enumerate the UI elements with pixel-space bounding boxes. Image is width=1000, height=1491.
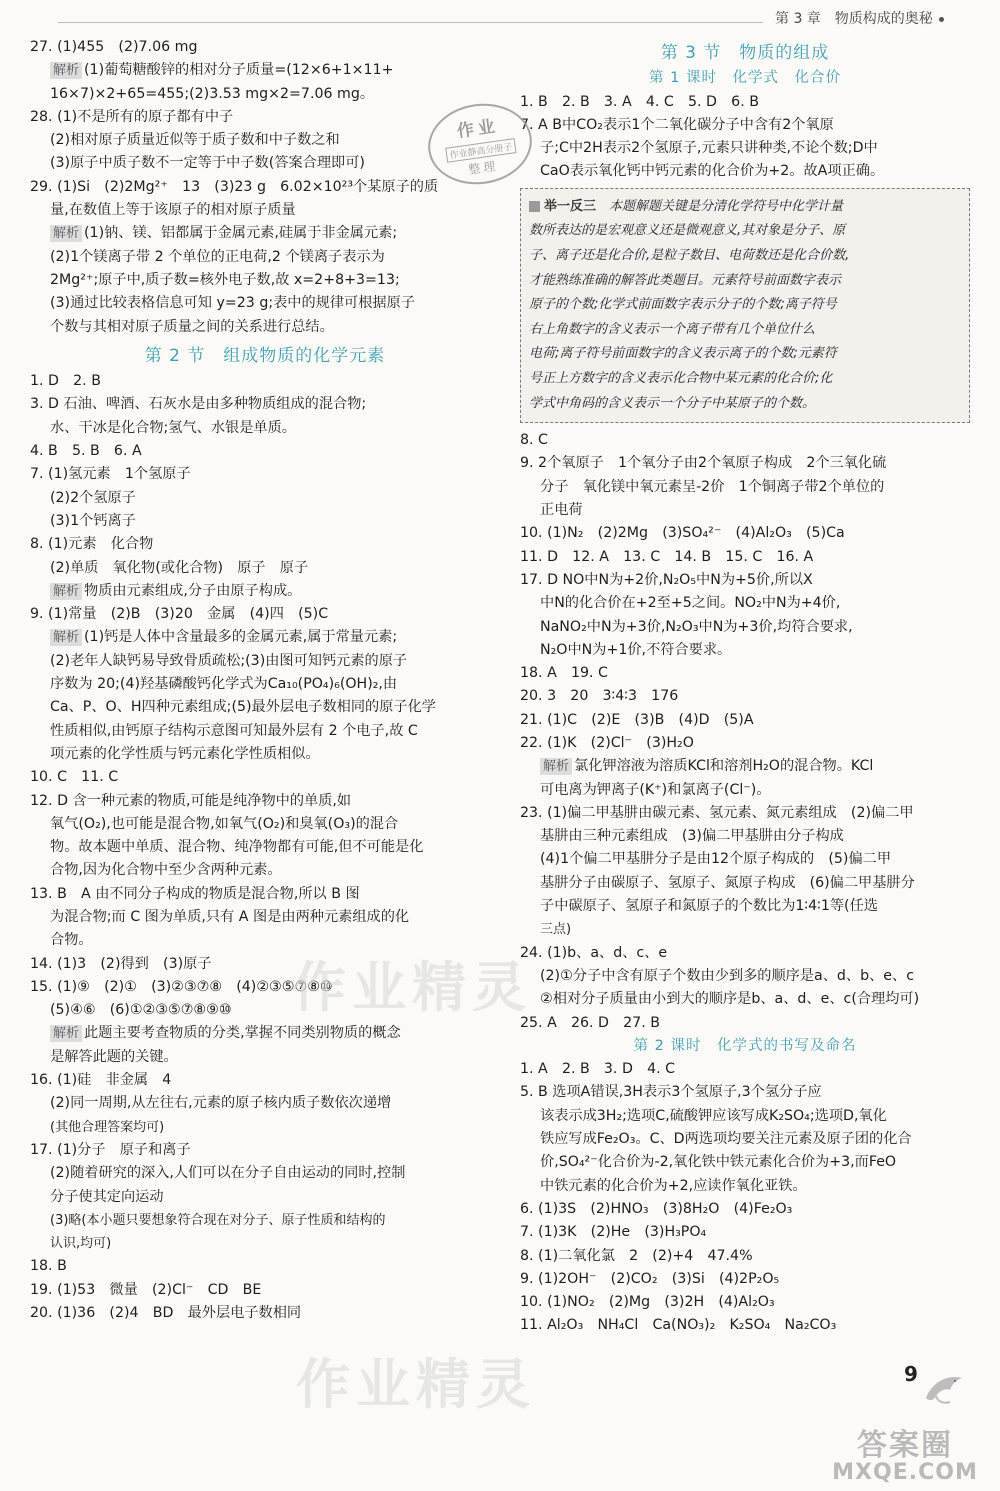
answer-line: 8. C [520,432,548,449]
answer-line: 3. D 石油、啤酒、石灰水是由多种物质组成的混合物; [30,396,367,413]
answer-line: 基肼分子由碳原子、氢原子、氮原子构成 (6)偏二甲基肼分 [540,874,915,891]
analysis-line: 个数与其相对原子质量之间的关系进行总结。 [50,318,334,335]
answer-line: 分子 氧化镁中氧元素呈-2价 1个铜离子带2个单位的 [540,478,885,495]
analysis-line: 解析 氯化钾溶液为溶质KCl和溶剂H₂O的混合物。KCl [520,755,970,778]
analysis-line: 子;C中2H表示2个氢原子,元素只讲种类,不论个数;D中 [540,140,878,157]
tip-line: 举一反三 本题解题关键是分清化学符号中化学计量 [529,195,961,220]
analysis-tag: 解析 [50,225,82,242]
analysis-line: 价,SO₄²⁻化合价为-2,氧化铁中铁元素化合价为+3,而FeO [540,1154,897,1171]
chapter-title: 第 3 章 物质构成的奥秘 [775,11,933,27]
answer-line: (2)单质 氧化物(或化合物) 原子 原子 [50,559,309,576]
answer-line: ②相对分子质量由小到大的顺序是b、a、d、e、c(合理均可) [540,991,920,1008]
answer-line: 子中碳原子、氢原子和氮原子的个数比为1∶4∶1等(任选 [540,898,878,915]
tip-line: 子、离子还是化合价,是粒子数目、电荷数还是化合价数, [529,247,850,263]
analysis-tag: 解析 [50,629,82,646]
analysis-tag: 解析 [50,62,82,79]
answer-line: 11. D 12. A 13. C 14. B 15. C 16. A [520,548,814,565]
stamp-text-2: 作业静高分册子 [446,138,516,162]
answer-line: 1. A 2. B 3. D 4. C [520,1061,676,1078]
header-dot-icon [939,17,944,22]
tip-line: 号正上方数字的含义表示化合物中某元素的化合价;化 [529,370,833,386]
site-watermark-title: 答案圈 [857,1428,953,1463]
answer-line: 4. B 5. B 6. A [30,443,142,460]
analysis-line: Ca、P、O、H四种元素组成;(5)最外层电子数相同的原子化学 [50,699,436,716]
answer-line: (其他合理答案均可) [50,1119,165,1135]
analysis-line: 解析 此题主要考查物质的分类,掌握不同类别物质的概念 [30,1022,500,1045]
analysis-line: 项元素的化学性质与钙元素化学性质相似。 [50,745,320,762]
analysis-line: 该表示成3H₂;选项C,硫酸钾应该写成K₂SO₄;选项D,氧化 [540,1107,887,1124]
tip-line: 学式中角码的含义表示一个分子中某原子的个数。 [529,395,816,411]
page-number: 9 [904,1362,918,1386]
answer-line: 14. (1)3 (2)得到 (3)原子 [30,955,212,972]
tip-line: 才能熟练准确的解答此类题目。元素符号前面数字表示 [529,272,842,288]
dolphin-icon [922,1368,966,1408]
answer-line: 12. D 含一种元素的物质,可能是纯净物中的单质,如 [30,792,352,809]
analysis-line: 可电离为钾离子(K⁺)和氯离子(Cl⁻)。 [540,781,771,798]
watermark-middle: 作业精灵 [292,956,532,1019]
answer-line: 28. (1)不是所有的原子都有中子 [30,108,234,125]
answer-line: 基肼由三种元素组成 (3)偏二甲基肼由分子构成 [540,828,844,845]
analysis-line: 解析 (1)钙是人体中含量最多的金属元素,属于常量元素; [30,626,500,649]
analysis-tag: 解析 [50,1025,82,1042]
answer-line: 7. (1)氢元素 1个氢原子 [30,466,191,483]
answer-line: (2)2个氢原子 [50,489,136,506]
answer-line: 物。故本题中单质、混合物、纯净物都有可能,但不可能是化 [50,839,424,856]
answer-line: (5)④⑥ (6)①②③⑤⑦⑧⑨⑩ [50,1002,232,1019]
analysis-line: (2)1个镁离子带 2 个单位的正电荷,2 个镁离子表示为 [50,248,385,265]
tip-line: 电荷;离子符号前面数字的含义表示离子的个数;元素符 [529,346,837,362]
analysis-line: 解析 (1)钠、镁、铝都属于金属元素,硅属于非金属元素; [30,222,500,245]
analysis-line: 16×7)×2+65=455;(2)3.53 mg×2=7.06 mg。 [50,85,375,102]
analysis-line: 解析 (1)葡萄糖酸锌的相对分子质量=(12×6+1×11+ [30,59,500,82]
tip-icon [529,201,540,212]
analysis-line: N₂O中N为+1价,不符合要求。 [540,641,732,658]
answer-line: 11. Al₂O₃ NH₄Cl Ca(NO₃)₂ K₂SO₄ Na₂CO₃ [520,1317,837,1334]
analysis-tag: 解析 [50,583,82,600]
analysis-line: 中铁元素的化合价为+2,应读作氧化亚铁。 [540,1177,807,1194]
answer-line: 6. (1)3S (2)HNO₃ (3)8H₂O (4)Fe₂O₃ [520,1200,793,1217]
answer-line: 13. B A 由不同分子构成的物质是混合物,所以 B 图 [30,885,360,902]
answer-line: 10. (1)NO₂ (2)Mg (3)2H (4)Al₂O₃ [520,1294,775,1311]
answer-line: (2)同一周期,从左往右,元素的原子核内质子数依次递增 [50,1095,392,1112]
tip-line: 数所表达的是宏观意义还是微观意义,其对象是分子、原 [529,223,846,239]
answer-line: 21. (1)C (2)E (3)B (4)D (5)A [520,711,754,728]
analysis-tag: 解析 [540,758,572,775]
answer-line: 水、干冰是化合物;氢气、水银是单质。 [50,419,296,436]
analysis-line: NaNO₂中N为+3价,N₂O₃中N为+3价,均符合要求, [540,618,853,635]
answer-line: (3)略(本小题只要想象符合现在对分子、原子性质和结构的 [50,1212,386,1228]
stamp-text-3: 整理 [467,158,500,177]
answer-line: 1. B 2. B 3. A 4. C 5. D 6. B [520,93,759,110]
analysis-line: 17. D NO中N为+2价,N₂O₅中N为+5价,所以X [520,571,813,588]
answer-line: 10. (1)N₂ (2)2Mg (3)SO₄²⁻ (4)Al₂O₃ (5)Ca [520,525,845,542]
answer-line: 20. 3 20 3∶4∶3 176 [520,688,679,705]
tip-line: 右上角数字的含义表示一个离子带有几个单位什么 [529,321,816,337]
chapter-header [775,8,944,28]
analysis-line: 解析 物质由元素组成,分子由原子构成。 [30,580,500,603]
header-rule [58,22,763,23]
answer-line: 10. C 11. C [30,769,119,786]
analysis-line: (2)老年人缺钙易导致骨质疏松;(3)由图可知钙元素的原子 [50,652,408,669]
left-column [30,36,500,1325]
analysis-line: 中N的化合价在+2至+5之间。NO₂中N为+4价, [540,595,841,612]
answer-line: 24. (1)b、a、d、c、e [520,944,668,961]
answer-line: 18. A 19. C [520,665,608,682]
answer-line: (2)随着研究的深入,人们可以在分子自由运动的同时,控制 [50,1165,406,1182]
answer-line: (2)相对原子质量近似等于质子数和中子数之和 [50,132,340,149]
site-watermark [820,1420,990,1485]
answer-line: 25. A 26. D 27. B [520,1014,660,1031]
answer-line: 20. (1)36 (2)4 BD 最外层电子数相同 [30,1305,302,1322]
section-2-title: 第 2 节 组成物质的化学元素 [144,345,386,366]
lesson-1-title: 第 1 课时 化学式 化合价 [649,70,841,87]
analysis-line: 7. A B中CO₂表示1个二氧化碳分子中含有2个氧原 [520,116,834,133]
answer-line: 氧气(O₂),也可能是混合物,如氧气(O₂)和臭氧(O₃)的混合 [50,815,399,832]
answer-line: 分子使其定向运动 [50,1188,164,1205]
answer-line: 9. (1)2OH⁻ (2)CO₂ (3)Si (4)2P₂O₅ [520,1270,780,1287]
answer-line: 合物,因为化合物中至少含两种元素。 [50,862,282,879]
tip-label: 举一反三 [544,198,597,214]
analysis-line: 5. B 选项A错误,3H表示3个氢原子,3个氢分子应 [520,1084,822,1101]
answer-line: 合物。 [50,932,93,949]
analysis-line: 2Mg²⁺;原子中,质子数=核外电子数,故 x=2+8+3=13; [50,271,400,288]
analysis-line: CaO表示氧化钙中钙元素的化合价为+2。故A项正确。 [540,163,885,180]
lesson-2-title: 第 2 课时 化学式的书写及命名 [633,1037,857,1054]
answer-line: 17. (1)分子 原子和离子 [30,1141,191,1158]
answer-line: (3)原子中质子数不一定等于中子数(答案合理即可) [50,155,365,172]
answer-line: 认识,均可) [50,1236,112,1252]
answer-line: 正电荷 [540,502,583,519]
answer-line: 16. (1)硅 非金属 4 [30,1072,172,1089]
answer-line: (4)1个偏二甲基肼分子是由12个原子构成的 (5)偏二甲 [540,851,892,868]
answer-line: 22. (1)K (2)Cl⁻ (3)H₂O [520,734,694,751]
tip-box [520,188,970,423]
answer-line: 8. (1)元素 化合物 [30,536,154,553]
answer-line: 23. (1)偏二甲基肼由碳元素、氢元素、氮元素组成 (2)偏二甲 [520,804,914,821]
analysis-line: 铁应写成Fe₂O₃。C、D两选项均要关注元素及原子团的化合 [540,1131,912,1148]
answer-line: 三点) [540,922,572,938]
site-watermark-url: MXQE.COM [832,1460,978,1485]
answer-line: 18. B [30,1258,67,1275]
answer-line: 为混合物;而 C 图为单质,只有 A 图是由两种元素组成的化 [50,908,410,925]
analysis-line: 性质相似,由钙原子结构示意图可知最外层有 2 个电子,故 C [50,722,418,739]
answer-line: 1. D 2. B [30,373,101,390]
stamp-text-1: 作业 [455,116,501,142]
answer-line: 9. (1)常量 (2)B (3)20 金属 (4)四 (5)C [30,606,329,623]
analysis-line: (3)通过比较表格信息可知 y=23 g;表中的规律可根据原子 [50,295,415,312]
watermark-bottom: 作业精灵 [296,1353,536,1416]
answer-line: (3)1个钙离子 [50,512,136,529]
answer-line: (2)①分子中含有原子个数由少到多的顺序是a、d、b、e、c [540,967,914,984]
answer-line: 9. 2个氧原子 1个氧分子由2个氧原子构成 2个三氧化硫 [520,455,887,472]
answer-line: 19. (1)53 微量 (2)Cl⁻ CD BE [30,1281,262,1298]
answer-line: 8. (1)二氧化氯 2 (2)+4 47.4% [520,1247,753,1264]
section-3-title: 第 3 节 物质的组成 [660,43,830,63]
analysis-line: 序数为 20;(4)羟基磷酸钙化学式为Ca₁₀(PO₄)₆(OH)₂,由 [50,676,398,693]
analysis-line: 是解答此题的关键。 [50,1048,178,1065]
right-column [520,36,970,1338]
answer-line: 27. (1)455 (2)7.06 mg [30,39,198,55]
answer-line: 7. (1)3K (2)He (3)H₃PO₄ [520,1224,707,1241]
answer-line: 15. (1)⑨ (2)① (3)②③⑦⑧ (4)②③⑤⑦⑧⑩ [30,978,333,995]
tip-line: 原子的个数;化学式前面数字表示分子的个数;离子符号 [529,297,837,313]
answer-line: 量,在数值上等于该原子的相对原子质量 [50,202,296,219]
answer-line: 29. (1)Si (2)2Mg²⁺ 13 (3)23 g 6.02×10²³个某原子的质 [30,178,439,195]
